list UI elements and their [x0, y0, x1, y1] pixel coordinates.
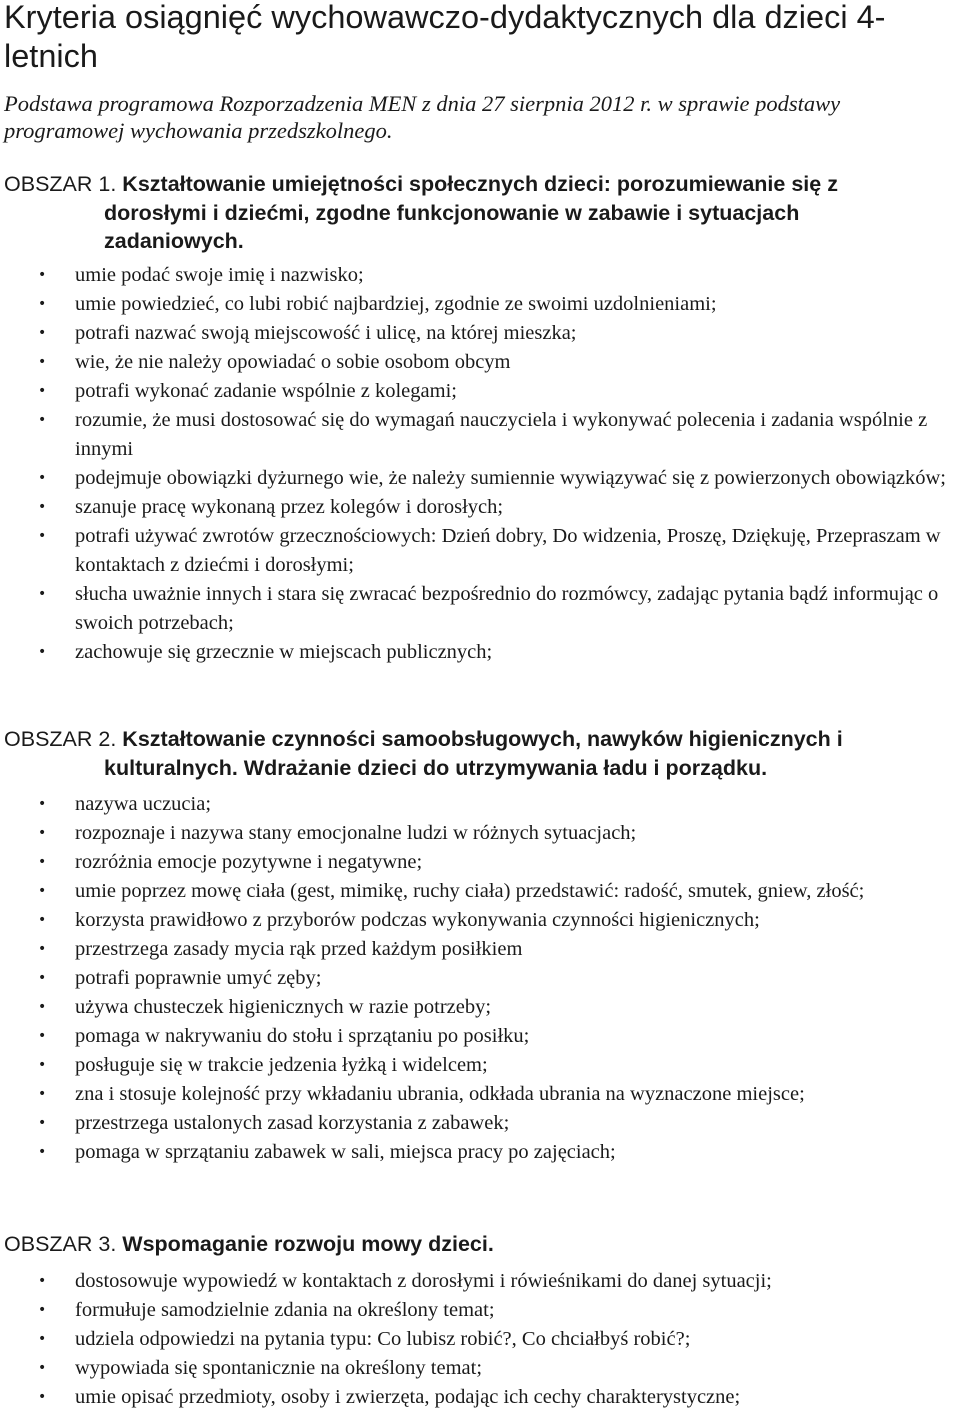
list-item: [0, 522, 960, 580]
list-item: [0, 1022, 960, 1051]
list-item: [0, 1138, 960, 1167]
list-item-text: zna i stosuje kolejność przy wkładaniu ubrania, odkłada ubrania na wyznaczone miejsce;: [75, 1083, 805, 1105]
list-item-text: zachowuje się grzecznie w miejscach publicznych;: [75, 641, 493, 663]
list-item-text: wypowiada się spontanicznie na określony temat;: [75, 1357, 483, 1379]
list-item: [0, 964, 960, 993]
bullet-icon: •: [38, 1115, 47, 1131]
section-number: OBSZAR 1.: [4, 172, 117, 196]
list-item-text: potrafi używać zwrotów grzecznościowych: Dzień dobry, Do widzenia, Proszę, Dziękuję, Przepraszam w kontaktach z dziećmi i dorosłymi;: [75, 525, 941, 576]
list-item-text: rozpoznaje i nazywa stany emocjonalne ludzi w różnych sytuacjach;: [75, 822, 637, 844]
bullet-icon: •: [38, 941, 47, 957]
list-item-text: podejmuje obowiązki dyżurnego wie, że należy sumiennie wywiązywać się z powierzonych obowiązków;: [75, 467, 946, 489]
list-item: [0, 319, 960, 348]
list-item-text: szanuje pracę wykonaną przez kolegów i dorosłych;: [75, 496, 504, 518]
bullet-icon: •: [38, 883, 47, 899]
list-item-text: korzysta prawidłowo z przyborów podczas wykonywania czynności higienicznych;: [75, 909, 760, 931]
list-item-text: rozumie, że musi dostosować się do wymagań nauczyciela i wykonywać polecenia i zadania wspólnie z innymi: [75, 409, 928, 460]
bullet-icon: •: [38, 644, 47, 660]
document-title: Kryteria osiągnięć wychowawczo-dydaktycznych dla dzieci 4-letnich: [4, 0, 886, 74]
list-item: [0, 464, 960, 493]
list-item-text: umie powiedzieć, co lubi robić najbardziej, zgodnie ze swoimi uzdolnieniami;: [75, 293, 717, 315]
bullet-icon: •: [38, 1273, 47, 1289]
bullet-icon: •: [38, 412, 47, 428]
list-item: [0, 377, 960, 406]
section-heading-1: [4, 170, 944, 256]
bullet-icon: •: [38, 970, 47, 986]
bullet-icon: •: [38, 1144, 47, 1160]
bullet-icon: •: [38, 470, 47, 486]
list-item: [0, 819, 960, 848]
list-item-text: przestrzega ustalonych zasad korzystania z zabawek;: [75, 1112, 510, 1134]
list-item: [0, 493, 960, 522]
list-item-text: potrafi wykonać zadanie wspólnie z kolegami;: [75, 380, 457, 402]
bullet-icon: •: [38, 796, 47, 812]
bullet-icon: •: [38, 999, 47, 1015]
bullet-icon: •: [38, 296, 47, 312]
criteria-list-1: [0, 261, 960, 667]
section-title: Kształtowanie czynności samoobsługowych, nawyków higienicznych i kulturalnych. Wdrażanie dzieci do utrzymywania ładu i porządku.: [104, 727, 843, 780]
list-item: [0, 1354, 960, 1383]
list-item: [0, 580, 960, 638]
list-item: [0, 348, 960, 377]
list-item: [0, 993, 960, 1022]
list-item: [0, 1296, 960, 1325]
bullet-icon: •: [38, 1360, 47, 1376]
list-item: [0, 877, 960, 906]
bullet-icon: •: [38, 912, 47, 928]
bullet-icon: •: [38, 383, 47, 399]
list-item: [0, 1109, 960, 1138]
list-item-text: potrafi nazwać swoją miejscowość i ulicę, na której mieszka;: [75, 322, 577, 344]
list-item: [0, 290, 960, 319]
bullet-icon: •: [38, 586, 47, 602]
list-item-text: formułuje samodzielnie zdania na określony temat;: [75, 1299, 495, 1321]
list-item: [0, 1383, 960, 1412]
list-item-text: umie opisać przedmioty, osoby i zwierzęta, podając ich cechy charakterystyczne;: [75, 1386, 741, 1408]
bullet-icon: •: [38, 1086, 47, 1102]
criteria-list-2: [0, 790, 960, 1167]
list-item: [0, 935, 960, 964]
list-item-text: używa chusteczek higienicznych w razie potrzeby;: [75, 996, 492, 1018]
bullet-icon: •: [38, 1028, 47, 1044]
list-item: [0, 1267, 960, 1296]
bullet-icon: •: [38, 825, 47, 841]
list-item-text: przestrzega zasady mycia rąk przed każdym posiłkiem: [75, 938, 523, 960]
bullet-icon: •: [38, 854, 47, 870]
list-item-text: dostosowuje wypowiedź w kontaktach z dorosłymi i rówieśnikami do danej sytuacji;: [75, 1270, 772, 1292]
bullet-icon: •: [38, 499, 47, 515]
section-heading-3: [4, 1230, 944, 1259]
bullet-icon: •: [38, 528, 47, 544]
list-item-text: udziela odpowiedzi na pytania typu: Co lubisz robić?, Co chciałbyś robić?;: [75, 1328, 691, 1350]
list-item: [0, 848, 960, 877]
section-title: Wspomaganie rozwoju mowy dzieci.: [122, 1232, 494, 1256]
section-heading-2: [4, 725, 944, 782]
list-item: [0, 261, 960, 290]
list-item: [0, 790, 960, 819]
section-number: OBSZAR 2.: [4, 727, 117, 751]
list-item-text: pomaga w sprzątaniu zabawek w sali, miejsca pracy po zajęciach;: [75, 1141, 616, 1163]
list-item-text: słucha uważnie innych i stara się zwracać bezpośrednio do rozmówcy, zadając pytania bądź informując o swoich potrzebach;: [75, 583, 939, 634]
list-item-text: potrafi poprawnie umyć zęby;: [75, 967, 322, 989]
list-item: [0, 638, 960, 667]
section-title: Kształtowanie umiejętności społecznych dzieci: porozumiewanie się z dorosłymi i dziećmi, zgodne funkcjonowanie w zabawie i sytuacjach zadaniowych.: [104, 172, 838, 253]
list-item-text: rozróżnia emocje pozytywne i negatywne;: [75, 851, 423, 873]
list-item: [0, 1051, 960, 1080]
bullet-icon: •: [38, 354, 47, 370]
list-item: [0, 1325, 960, 1354]
list-item-text: umie poprzez mowę ciała (gest, mimikę, ruchy ciała) przedstawić: radość, smutek, gniew, złość;: [75, 880, 865, 902]
list-item-text: umie podać swoje imię i nazwisko;: [75, 264, 364, 286]
bullet-icon: •: [38, 1302, 47, 1318]
bullet-icon: •: [38, 1057, 47, 1073]
list-item: [0, 406, 960, 464]
list-item: [0, 1080, 960, 1109]
list-item-text: pomaga w nakrywaniu do stołu i sprzątaniu po posiłku;: [75, 1025, 530, 1047]
list-item: [0, 906, 960, 935]
criteria-list-3: [0, 1267, 960, 1412]
bullet-icon: •: [38, 325, 47, 341]
bullet-icon: •: [38, 267, 47, 283]
section-number: OBSZAR 3.: [4, 1232, 117, 1256]
document-subtitle: Podstawa programowa Rozporzadzenia MEN z dnia 27 sierpnia 2012 r. w sprawie podstawy programowej wychowania przedszkolnego.: [4, 91, 841, 143]
list-item-text: wie, że nie należy opowiadać o sobie osobom obcym: [75, 351, 511, 373]
list-item-text: nazywa uczucia;: [75, 793, 212, 815]
bullet-icon: •: [38, 1331, 47, 1347]
list-item-text: posługuje się w trakcie jedzenia łyżką i widelcem;: [75, 1054, 488, 1076]
bullet-icon: •: [38, 1389, 47, 1405]
